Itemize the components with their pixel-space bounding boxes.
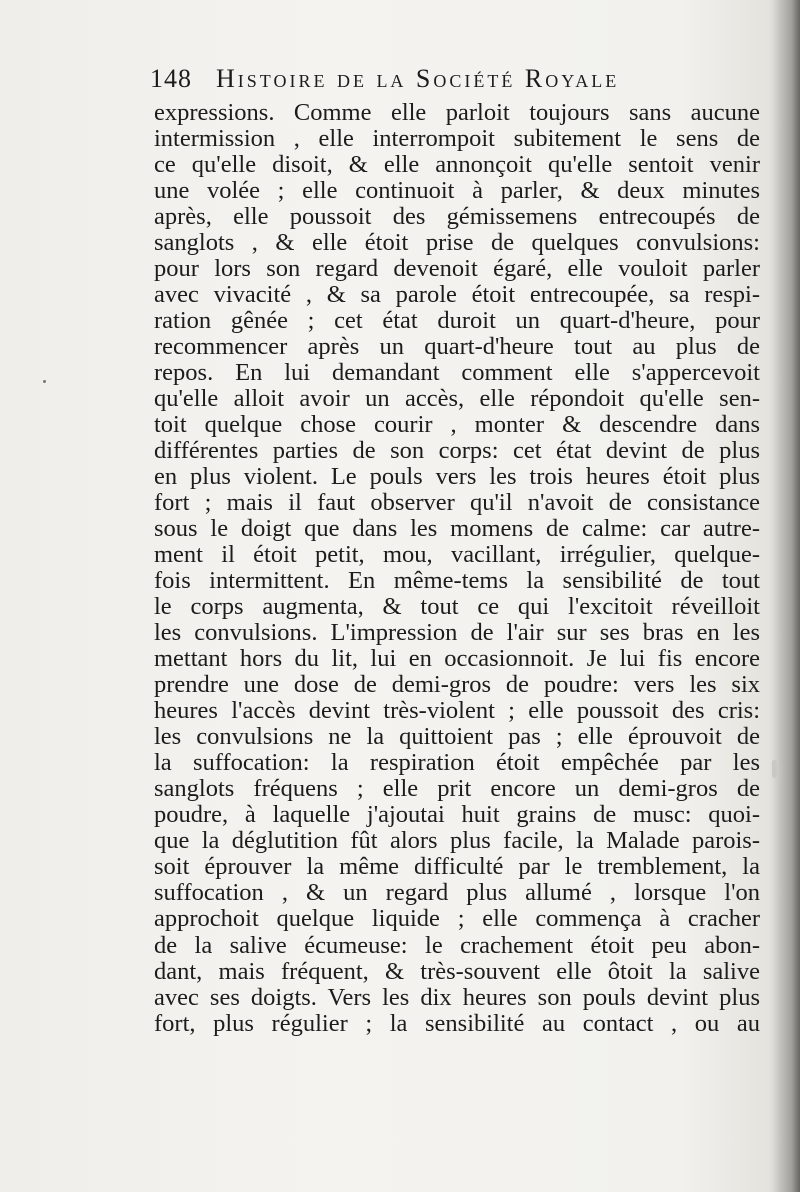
text-line: sous le doigt que dans les momens de calme: car autre-	[154, 516, 760, 543]
text-line: différentes parties de son corps: cet état devint de plus	[154, 438, 760, 465]
text-line: repos. En lui demandant comment elle s'appercevoit	[154, 360, 760, 387]
text-line: que la déglutition fût alors plus facile, la Malade parois-	[154, 828, 760, 855]
text-line: fort ; mais il faut observer qu'il n'avoit de consistance	[154, 490, 760, 517]
paper-speck	[772, 760, 777, 778]
paper-speck	[43, 380, 46, 383]
text-line: expressions. Comme elle parloit toujours sans aucune	[154, 100, 760, 126]
text-line: qu'elle alloit avoir un accès, elle répondoit qu'elle sen-	[154, 386, 760, 413]
page-number: 148	[150, 64, 192, 93]
running-head	[150, 64, 710, 104]
text-line: de la salive écumeuse: le crachement étoit peu abon-	[154, 932, 760, 959]
text-line: une volée ; elle continuoit à parler, & deux minutes	[154, 178, 760, 205]
text-line: poudre, à laquelle j'ajoutai huit grains de musc: quoi-	[154, 802, 760, 829]
text-line: le corps augmenta, & tout ce qui l'excitoit réveilloit	[154, 594, 760, 621]
text-line: intermission , elle interrompoit subitement le sens de	[154, 126, 760, 153]
text-line: les convulsions ne la quittoient pas ; elle éprouvoit de	[154, 724, 760, 751]
text-line: mettant hors du lit, lui en occasionnoit. Je lui fis encore	[154, 646, 760, 673]
text-line: en plus violent. Le pouls vers les trois heures étoit plus	[154, 464, 760, 491]
text-line: suffocation , & un regard plus allumé , lorsque l'on	[154, 880, 760, 907]
text-line: approchoit quelque liquide ; elle commença à cracher	[154, 906, 760, 933]
text-line: recommencer après un quart-d'heure tout au plus de	[154, 334, 760, 361]
text-line: sanglots fréquens ; elle prit encore un demi-gros de	[154, 776, 760, 803]
text-line: après, elle poussoit des gémissemens entrecoupés de	[154, 204, 760, 231]
text-line: ce qu'elle disoit, & elle annonçoit qu'elle sentoit venir	[154, 152, 760, 179]
text-line: fort, plus régulier ; la sensibilité au contact , ou au	[154, 1010, 760, 1037]
text-line: ment il étoit petit, mou, vacillant, irrégulier, quelque-	[154, 542, 760, 569]
text-line: les convulsions. L'impression de l'air sur ses bras en les	[154, 620, 760, 647]
text-line: sanglots , & elle étoit prise de quelques convulsions:	[154, 230, 760, 257]
page-gutter-shadow	[772, 0, 800, 1192]
text-line: dant, mais fréquent, & très-souvent elle ôtoit la salive	[154, 958, 760, 985]
text-line: soit éprouver la même difficulté par le tremblement, la	[154, 854, 760, 881]
body-text	[154, 100, 760, 1037]
text-line: la suffocation: la respiration étoit empêchée par les	[154, 750, 760, 777]
text-line: pour lors son regard devenoit égaré, elle vouloit parler	[154, 256, 760, 283]
text-line: ration gênée ; cet état duroit un quart-d'heure, pour	[154, 308, 760, 335]
text-line: avec ses doigts. Vers les dix heures son pouls devint plus	[154, 984, 760, 1011]
text-line: avec vivacité , & sa parole étoit entrecoupée, sa respi-	[154, 282, 760, 309]
running-head-title: Histoire de la Société Royale	[216, 64, 620, 93]
text-line: prendre une dose de demi-gros de poudre: vers les six	[154, 672, 760, 699]
text-line: fois intermittent. En même-tems la sensibilité de tout	[154, 568, 760, 595]
text-line: toit quelque chose courir , monter & descendre dans	[154, 412, 760, 439]
text-line: heures l'accès devint très-violent ; elle poussoit des cris:	[154, 698, 760, 725]
